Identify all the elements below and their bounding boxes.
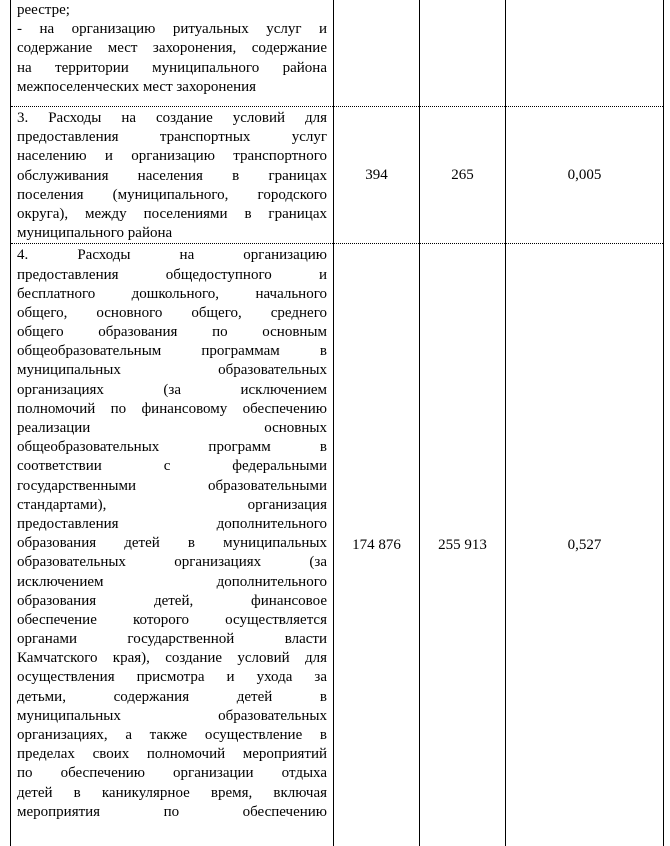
table-row <box>11 0 664 107</box>
description-line: образования детей в муниципальных <box>17 535 327 552</box>
description-line: предоставления транспортных услуг <box>17 129 327 146</box>
description-line: реализации основных <box>17 420 327 436</box>
description-line: пределах своих полномочий мероприятий <box>17 746 327 763</box>
value-cell-col-c: 0,527 <box>506 244 664 846</box>
description-line: общеобразовательным программам в <box>17 343 327 360</box>
description-line: полномочий по финансовому обеспечению <box>17 400 327 417</box>
value-cell-col-a: 174 876 <box>334 244 420 846</box>
description-line: организациях (за исключением <box>17 381 327 398</box>
value-cell-col-c <box>506 0 664 107</box>
description-line: реестре; <box>17 2 70 18</box>
description-line: - на организацию ритуальных услуг и <box>17 21 327 38</box>
value-cell-col-c: 0,005 <box>506 107 664 244</box>
description-line: по обеспечению организации отдыха <box>17 765 327 782</box>
expenditure-table <box>10 0 664 846</box>
description-line: муниципальных образовательных <box>17 707 327 724</box>
description-line: муниципальных образовательных <box>17 362 327 379</box>
description-line: образовательных организациях (за <box>17 554 327 571</box>
description-line: Камчатского края), создание условий для <box>17 650 327 667</box>
description-line: стандартами), организация <box>17 496 327 513</box>
description-line: соответствии с федеральными <box>17 458 327 475</box>
description-line: межпоселенческих мест захоронения <box>17 78 257 95</box>
description-line: предоставления дополнительного <box>17 515 327 532</box>
description-line: предоставления общедоступного и <box>17 266 327 283</box>
description-line: исключением дополнительного <box>17 573 327 590</box>
description-line: обеспечение которого осуществляется <box>17 611 327 628</box>
description-line: округа), между поселениями в границах <box>17 205 327 222</box>
description-line: населению и организацию транспортного <box>17 148 327 165</box>
expense-description-cell <box>11 0 334 107</box>
description-line: обслуживания населения в границах <box>17 167 327 184</box>
description-line: органами государственной власти <box>17 631 327 648</box>
expense-description-cell <box>11 107 334 244</box>
value-cell-col-b: 255 913 <box>420 244 506 846</box>
description-line: на территории муниципального района <box>17 59 327 76</box>
value-cell-col-b <box>420 0 506 107</box>
description-line: общего образования по основным <box>17 324 327 341</box>
description-line: мероприятия по обеспечению <box>17 803 327 820</box>
description-line: бесплатного дошкольного, начального <box>17 285 327 302</box>
value-cell-col-a <box>334 0 420 107</box>
description-line: детьми, содержания детей в <box>17 688 327 705</box>
description-line: 3. Расходы на создание условий для <box>17 110 327 126</box>
description-line: общеобразовательных программ в <box>17 439 327 456</box>
description-line: образования детей, финансовое <box>17 592 327 609</box>
description-line: осуществления присмотра и ухода за <box>17 669 327 686</box>
description-line: организациях, а также осуществление в <box>17 727 327 743</box>
description-line: 4. Расходы на организацию <box>17 247 327 264</box>
description-line: общего, основного общего, среднего <box>17 304 327 321</box>
description-line: детей в каникулярное время, включая <box>17 784 327 801</box>
description-line: государственными образовательными <box>17 477 327 494</box>
expense-description-cell <box>11 244 334 846</box>
table-row <box>11 107 664 244</box>
table-row <box>11 244 664 846</box>
value-cell-col-b: 265 <box>420 107 506 244</box>
description-line: поселения (муниципального, городского <box>17 186 327 203</box>
description-line: муниципального района <box>17 225 173 242</box>
description-line: содержание мест захоронения, содержание <box>17 40 327 57</box>
value-cell-col-a: 394 <box>334 107 420 244</box>
